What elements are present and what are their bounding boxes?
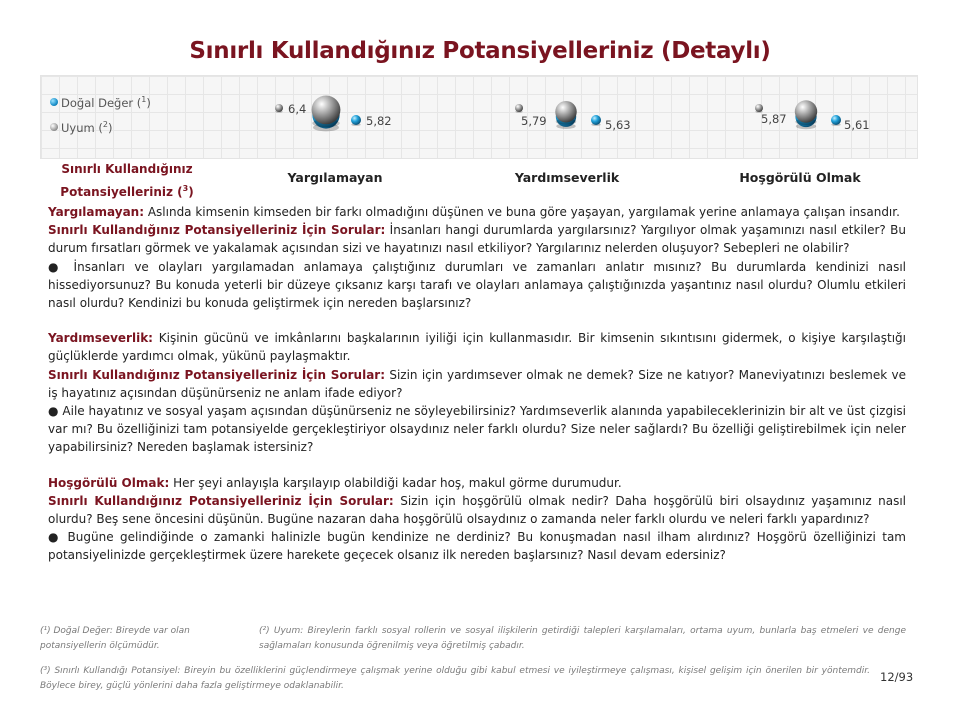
section-questions [48, 492, 906, 528]
section-bullet: ● İnsanları ve olayları yargılamadan anlamaya çalıştığınız durumları ve zamanları anlatır mısınız? Bu durumlarda kendinizi nasıl hissediyorsunuz? Bu konuda yeterli bir düzeye çıksanız karşı tarafı ve olayları anlamaya çalıştığınızda yaşantınız nasıl olurdu? Olumlu etkileri nasıl olurdu? Kendinizi bu konuda geliştirmek için nereden başlarsınız? [48, 259, 906, 311]
section-yargilamayan [48, 203, 906, 312]
page-number: 12/93 [880, 670, 914, 684]
page-title: Sınırlı Kullandığınız Potansiyelleriniz (Detaylı) [189, 38, 771, 64]
fit-ball-2 [795, 100, 817, 122]
legend-natural-sup: 1 [141, 95, 147, 104]
questions-text: İnsanları hangi durumlarda yargılarsınız? Yargılıyor olmak yaşamınızı nasıl etkiler? Bu durum fırsatları görmek ve yakalamak açısından sizi ve hayatınızı nasıl etkiliyor? Yargılarınız nelerden oluşuyor? Sebepleri ne olabilir? [48, 223, 906, 256]
natural-point-1 [591, 115, 601, 125]
fit-dot-icon [50, 123, 58, 131]
questions-heading: Sınırlı Kullandığınız Potansiyelleriniz İçin Sorular: [48, 223, 386, 238]
row-header: Sınırlı Kullandığınız Potansiyelleriniz ($^3$) [60, 162, 194, 199]
section-definition [48, 329, 906, 365]
row-header-sup: 3 [182, 184, 189, 193]
fit-value-label-2: 5,87 [761, 112, 787, 126]
legend-natural-label: Doğal Değer [61, 95, 134, 110]
section-heading: Yargılamayan: [48, 205, 145, 219]
questions-text: Sizin için hoşgörülü olmak nedir? Daha hoşgörülü biri olsaydınız yaşamınız nasıl olurdu? Beş sene öncesini düşünün. Bugüne nazaran daha hoşgörülü olsaydınız o zamanda neler farklı olurdu ve neleri farklı yapardınız? [48, 493, 906, 527]
fit-point-0 [275, 104, 283, 112]
questions-text: Sizin için yardımsever olmak ne demek? Size ne katıyor? Maneviyatınızı beslemek ve iş hayatınız açısından düşünürseniz ne anlam ifade ediyor? [48, 367, 906, 400]
section-questions [48, 221, 906, 257]
category-title-1: Yardımseverlik [514, 170, 620, 185]
section-definition-text: Her şeyi anlayışla karşılayıp olabildiği kadar hoş, makul görme durumudur. [169, 475, 622, 490]
section-definition-text: Kişinin gücünü ve imkânlarını başkalarının iyiliği için kullanmasıdır. Bir kimsenin sıkıntısını gidermek, o kişiye karşılaştığı güçlüklerde yardımcı olmak, yükünü paylaşmaktır. [48, 331, 906, 364]
legend-fit-label: Uyum [61, 120, 95, 135]
footnote-1: (¹) Doğal Değer: Bireyde var olan potansiyellerin ölçümüdür. [40, 626, 190, 651]
natural-value-label-1: 5,63 [605, 118, 631, 132]
natural-value-label-2: 5,61 [844, 118, 870, 132]
footnote-2: (²) Uyum: Bireylerin farklı sosyal rollerin ve sosyal ilişkilerin getirdiği talepleri karşılamaları, ortama uyum, bunlarla baş etmeleri ve denge sağlamaları konusunda öğrenilmiş veya öğretilmiş çabadır. [259, 626, 906, 651]
section-definition [48, 203, 906, 221]
category-title-2: Hoşgörülü Olmak [739, 170, 861, 185]
footnote-3: (³) Sınırlı Kullandığı Potansiyel: Bireyin bu özelliklerini güçlendirmeye çalışmak yerine olduğu gibi kabul etmesi ve iyileştirmeye çalışması, kişisel gelişim için önerilen bir yöntemdir. Böylece birey, güçlü yönlerini daha fazla geliştirmeye odaklanabilir. [40, 666, 870, 691]
fit-value-label-0: 6,4 [288, 102, 307, 116]
section-definition-text: Aslında kimsenin kimseden bir farkı olmadığını düşünen ve buna göre yaşayan, yargılamak yerine anlamaya çalışan insandır. [144, 205, 900, 219]
fit-value-label-1: 5,79 [521, 114, 547, 128]
section-bullet: ● Bugüne gelindiğinde o zamanki halinizle bugün kendinize ne derdiniz? Bu konuşmadan nasıl ilham alırdınız? Hoşgörü özelliğinizi tam potansiyelinizde gerçekleştirmek üzere harekete geçecek olsanız ilk nereden başlarsınız? Nasıl devam edersiniz? [48, 530, 906, 563]
category-title-0: Yargılamayan [287, 170, 383, 185]
section-questions [48, 366, 906, 402]
section-heading: Yardımseverlik: [48, 331, 153, 346]
section-hosgorulu [48, 474, 906, 565]
fit-ball-0 [312, 96, 341, 125]
row-header-line1: Sınırlı Kullandığınız [61, 162, 193, 176]
row-header-line2: Potansiyelleriniz [60, 185, 173, 199]
questions-heading: Sınırlı Kullandığınız Potansiyelleriniz İçin Sorular: [48, 493, 394, 508]
fit-point-2 [755, 104, 763, 112]
section-yardimseverlik [48, 329, 906, 456]
questions-heading: Sınırlı Kullandığınız Potansiyelleriniz İçin Sorular: [48, 367, 386, 382]
legend-natural: Doğal Değer ($^1$) [50, 95, 151, 110]
content-body [48, 203, 906, 565]
natural-dot-icon [50, 98, 58, 106]
section-definition [48, 474, 906, 492]
fit-ball-1 [555, 101, 576, 122]
section-bullet: ● Aile hayatınız ve sosyal yaşam açısından düşünürseniz ne söyleyebilirsiniz? Yardımseverlik alanında yapabileceklerinizin bir alt ve üst çizgisi var mı? Bu özelliğinizi tam potansiyelde gerçekleştiriyor olsaydınız neler farklı olurdu? Size neler sağlardı? Bu özelliği geliştirebilmek için neler yapabilirsiniz? Nereden başlamak istersiniz? [48, 404, 906, 455]
legend-fit: Uyum ($^2$) [50, 120, 112, 135]
section-heading: Hoşgörülü Olmak: [48, 475, 170, 490]
natural-value-label-0: 5,82 [366, 114, 392, 128]
natural-point-2 [831, 115, 841, 125]
fit-point-1 [515, 104, 523, 112]
legend-fit-sup: 2 [102, 120, 108, 129]
natural-point-0 [351, 115, 361, 125]
